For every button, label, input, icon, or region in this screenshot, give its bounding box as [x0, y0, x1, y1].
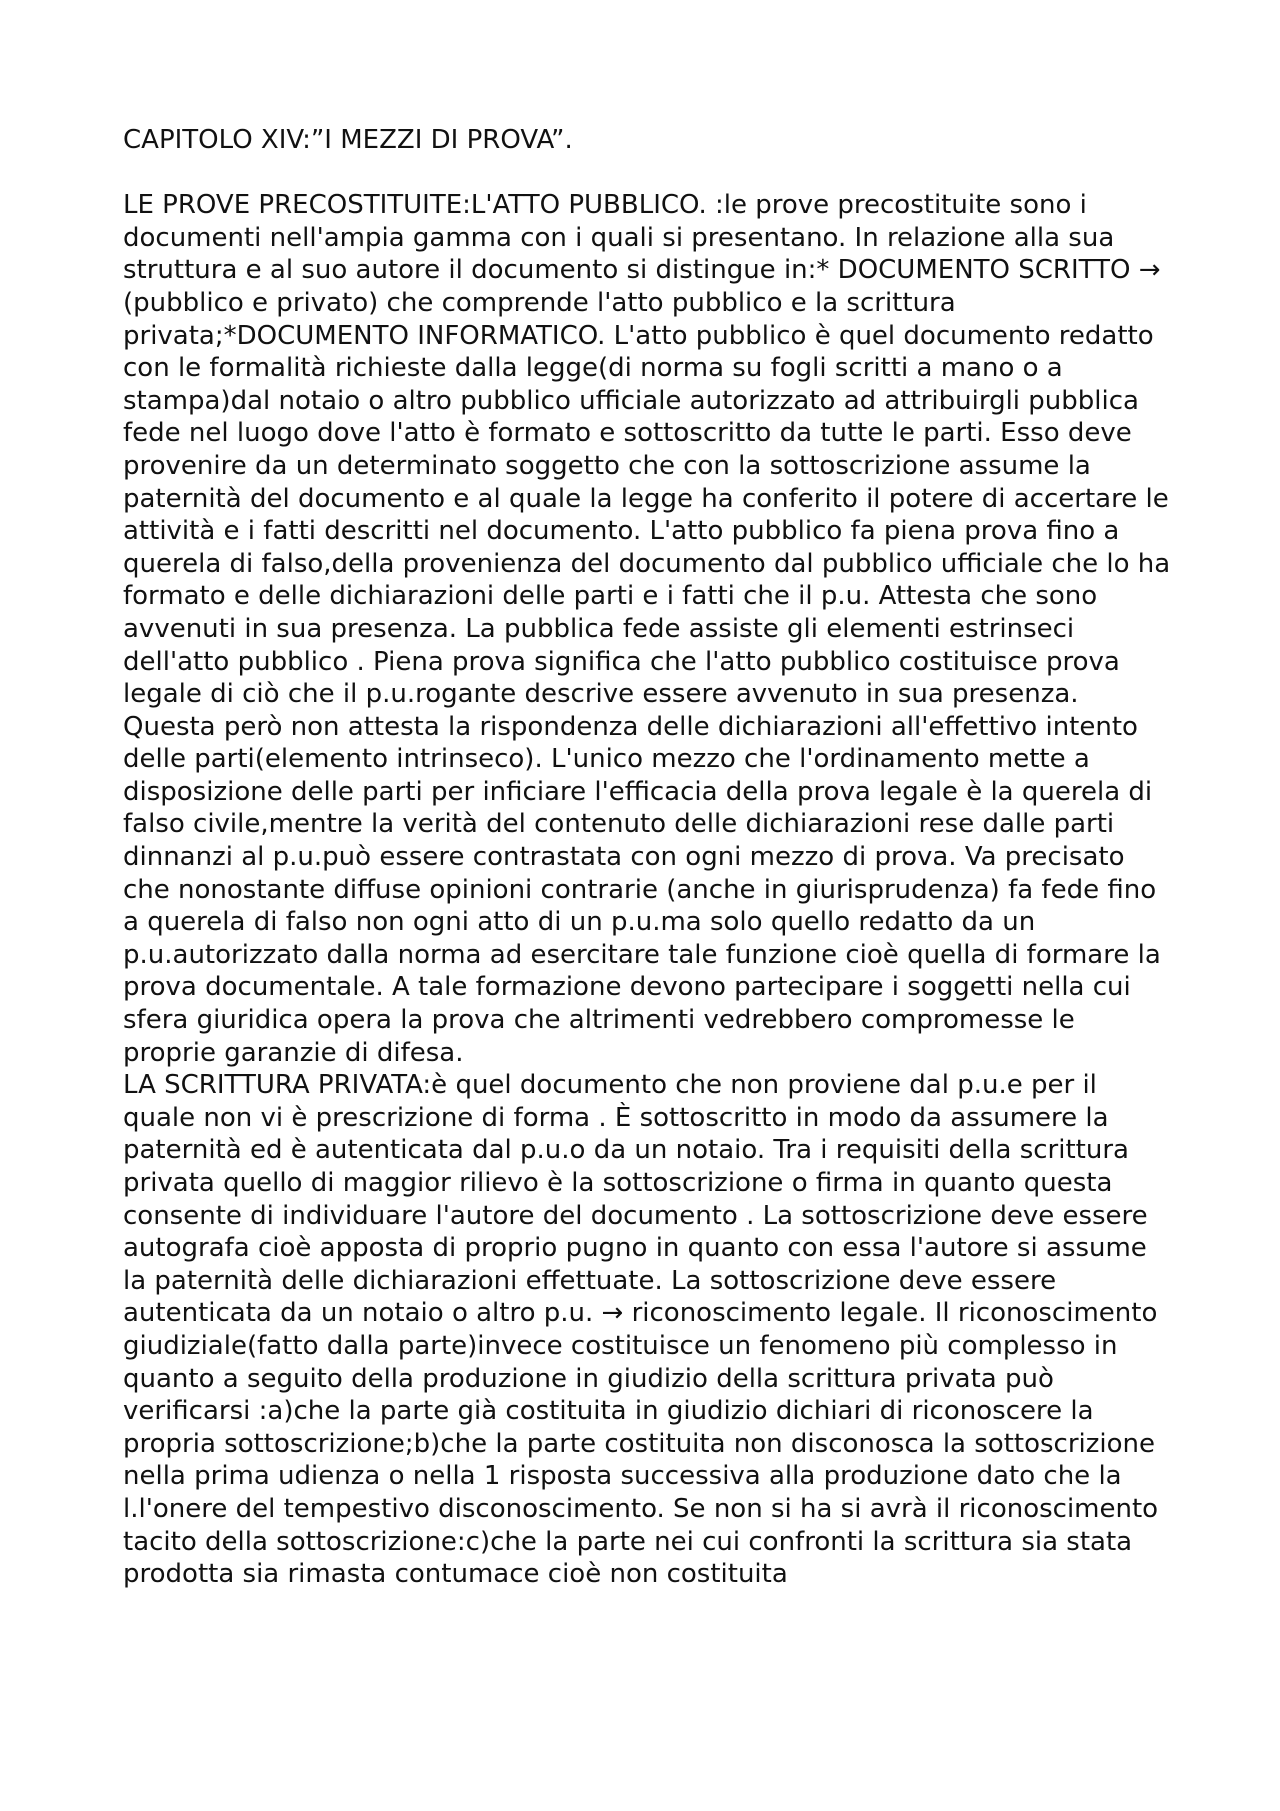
document-page — [123, 124, 1173, 1591]
chapter-title: CAPITOLO XIV:”I MEZZI DI PROVA”. — [123, 125, 573, 155]
paragraph-atto-pubblico: LE PROVE PRECOSTITUITE:L'ATTO PUBBLICO. :le prove precostituite sono i documenti nell'ampia gamma con i quali si presentano. In relazione alla sua struttura e al suo autore il documento si distingue in:* DOCUMENTO SCRITTO → (pubblico e privato) che comprende l'atto pubblico e la scrittura privata;*DOCUMENTO INFORMATICO. L'atto pubblico è quel documento redatto con le formalità richieste dalla legge(di norma su fogli scritti a mano o a stampa)dal notaio o altro pubblico ufficiale autorizzato ad attribuirgli pubblica fede nel luogo dove l'atto è formato e sottoscritto da tutte le parti. Esso deve provenire da un determinato soggetto che con la sottoscrizione assume la paternità del documento e al quale la legge ha conferito il potere di accertare le attività e i fatti descritti nel documento. L'atto pubblico fa piena prova fino a querela di falso,della provenienza del documento dal pubblico ufficiale che lo ha formato e delle dichiarazioni delle parti e i fatti che il p.u. Attesta che sono avvenuti in sua presenza. La pubblica fede assiste gli elementi estrinseci dell'atto pubblico . Piena prova significa che l'atto pubblico costituisce prova legale di ciò che il p.u.rogante descrive essere avvenuto in sua presenza. Questa però non attesta la rispondenza delle dichiarazioni all'effettivo intento delle parti(elemento intrinseco). L'unico mezzo che l'ordinamento mette a disposizione delle parti per inficiare l'efficacia della prova legale è la querela di falso civile,mentre la verità del contenuto delle dichiarazioni rese dalle parti dinnanzi al p.u.può essere contrastata con ogni mezzo di prova. Va precisato che nonostante diffuse opinioni contrarie (anche in giurisprudenza) fa fede fino a querela di falso non ogni atto di un p.u.ma solo quello redatto da un p.u.autorizzato dalla norma ad esercitare tale funzione cioè quella di formare la prova documentale. A tale formazione devono partecipare i soggetti nella cui sfera giuridica opera la prova che altrimenti vedrebbero compromesse le proprie garanzie di difesa. — [123, 190, 1171, 1068]
paragraph-scrittura-privata: LA SCRITTURA PRIVATA:è quel documento che non proviene dal p.u.e per il quale non vi è prescrizione di forma . È sottoscritto in modo da assumere la paternità ed è autenticata dal p.u.o da un notaio. Tra i requisiti della scrittura privata quello di maggior rilievo è la sottoscrizione o firma in quanto questa consente di individuare l'autore del documento . La sottoscrizione deve essere autografa cioè apposta di proprio pugno in quanto con essa l'autore si assume la paternità delle dichiarazioni effettuate. La sottoscrizione deve essere autenticata da un notaio o altro p.u. → riconoscimento legale. Il riconoscimento giudiziale(fatto dalla parte)invece costituisce un fenomeno più complesso in quanto a seguito della produzione in giudizio della scrittura privata può verificarsi :a)che la parte già costituita in giudizio dichiari di riconoscere la propria sottoscrizione;b)che la parte costituita non disconosca la sottoscrizione nella prima udienza o nella 1 risposta successiva alla produzione dato che la l.l'onere del tempestivo disconoscimento. Se non si ha si avrà il riconoscimento tacito della sottoscrizione:c)che la parte nei cui confronti la scrittura sia stata prodotta sia rimasta contumace cioè non costituita — [123, 1070, 1159, 1590]
